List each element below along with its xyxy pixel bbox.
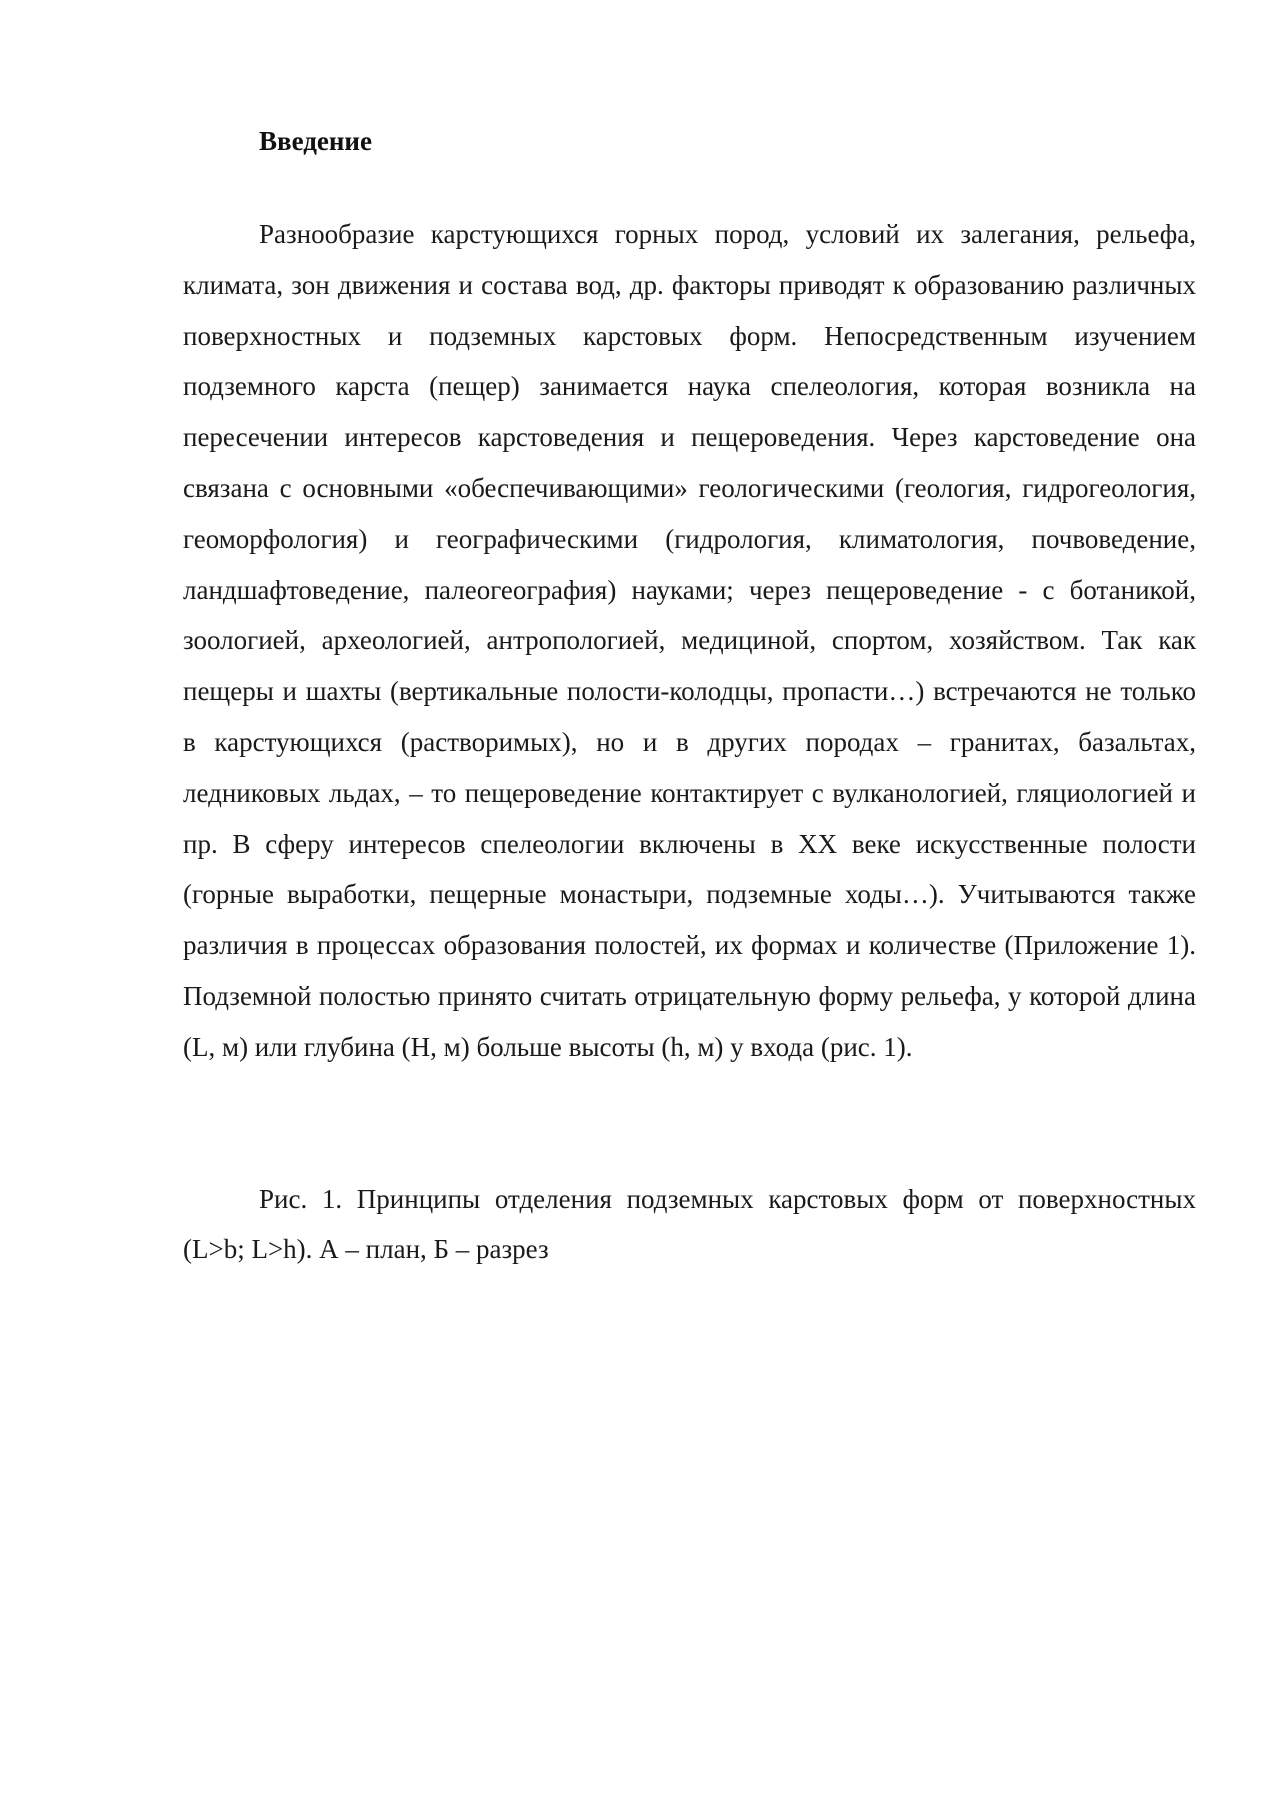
document-body [183, 116, 1196, 1275]
figure-caption: Рис. 1. Принципы отделения подземных карстовых форм от поверхностных (L>b; L>h). А – план, Б – разрез [183, 1183, 1196, 1265]
section-heading: Введение [259, 126, 372, 156]
intro-paragraph: Разнообразие карстующихся горных пород, условий их залегания, рельефа, климата, зон движения и состава вод, др. факторы приводят к образованию различных поверхностных и подземных карстовых форм. Непосредственным изучением подземного карста (пещер) занимается наука спелеология, которая возникла на пересечении интересов карстоведения и пещероведения. Через карстоведение она связана с основными «обеспечивающими» геологическими (геология, гидрогеология, геоморфология) и географическими (гидрология, климатология, почвоведение, ландшафтоведение, палеогеография) науками; через пещероведение - с ботаникой, зоологией, археологией, антропологией, медициной, спортом, хозяйством. Так как пещеры и шахты (вертикальные полости-колодцы, пропасти…) встречаются не только в карстующихся (растворимых), но и в других породах – гранитах, базальтах, ледниковых льдах, – то пещероведение контактирует с вулканологией, гляциологией и пр. В сферу интересов спелеологии включены в XX веке искусственные полости (горные выработки, пещерные монастыри, подземные ходы…). Учитываются также различия в процессах образования полостей, их формах и количестве (Приложение 1). Подземной полостью принято считать отрицательную форму рельефа, у которой длина (L, м) или глубина (H, м) больше высоты (h, м) у входа (рис. 1). [183, 219, 1196, 1062]
